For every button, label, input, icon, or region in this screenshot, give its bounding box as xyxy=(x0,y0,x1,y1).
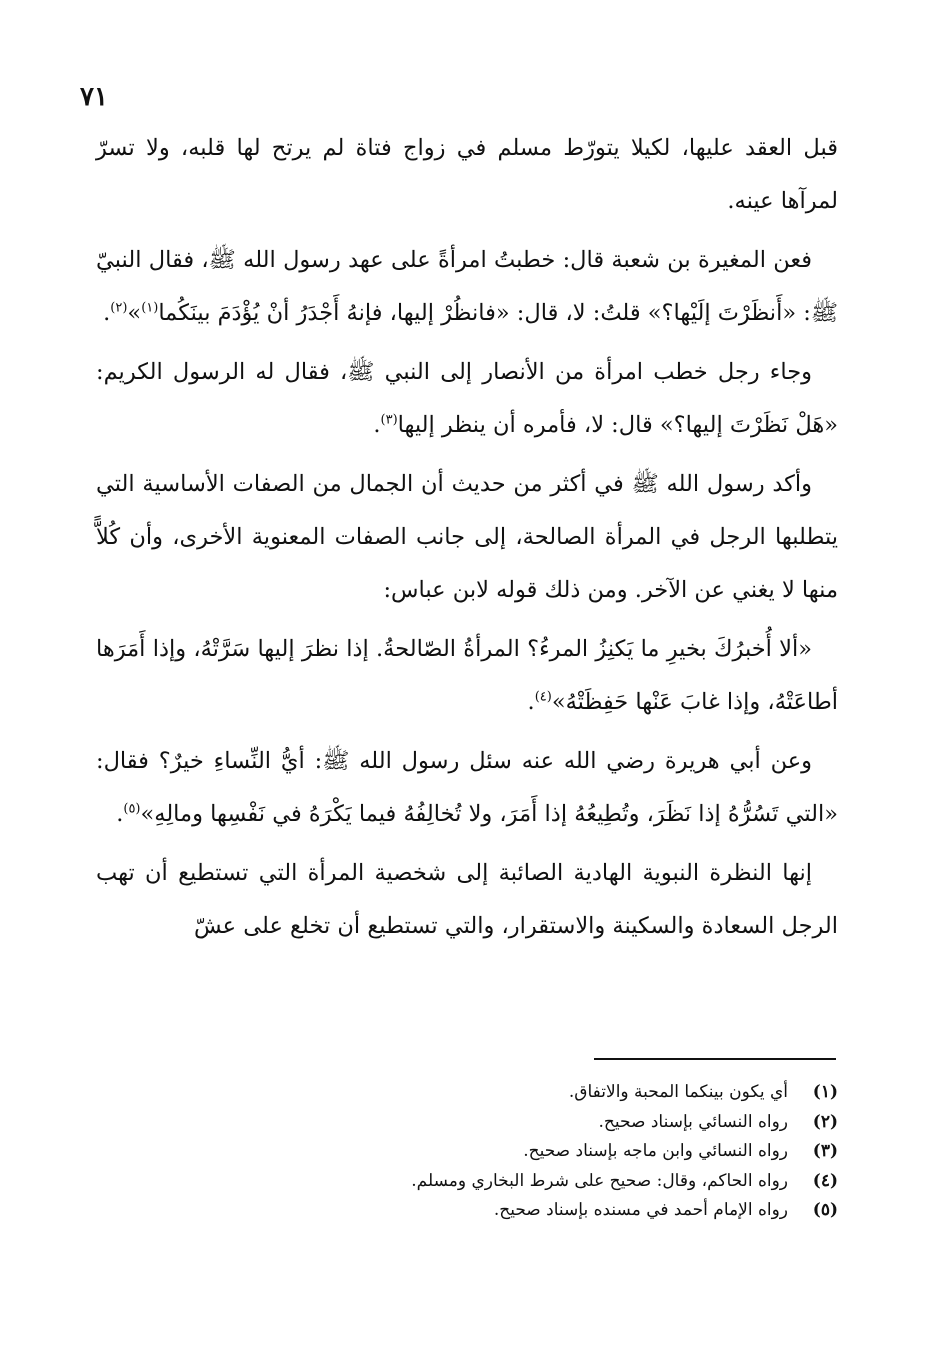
footnote-number: (٥) xyxy=(812,1200,838,1220)
footnote-ref-1: (١) xyxy=(141,300,159,316)
footnote-item xyxy=(96,1078,838,1108)
footnote-item xyxy=(96,1108,838,1138)
footnote-item xyxy=(96,1167,838,1197)
footnote-divider xyxy=(594,1058,836,1060)
footnote-text: رواه الحاكم، وقال: صحيح على شرط البخاري ومسلم. xyxy=(411,1170,788,1191)
footnote-text: أي يكون بينكما المحبة والاتفاق. xyxy=(568,1082,788,1102)
footnote-number: (٢) xyxy=(812,1111,838,1132)
footnote-ref-3: (٣) xyxy=(380,412,398,428)
footnote-ref-2: (٢) xyxy=(110,300,128,316)
footnote-ref-4: (٤) xyxy=(534,689,552,705)
paragraph-1: قبل العقد عليها، لكيلا يتورّط مسلم في زواج فتاة لم يرتح لها قلبه، ولا تسرّ لمرآها عينه. xyxy=(96,135,838,214)
footnote-number: (٣) xyxy=(812,1141,838,1161)
paragraph-6: وعن أبي هريرة رضي الله عنه سئل رسول الله ﷺ: أيُّ النِّساءِ خيرٌ؟ فقال: «التي تَسُرُّهُ إذا نَظَرَ، وتُطِيعُهُ إذا أَمَرَ، ولا تُخالِفُهُ فيما يَكْرَهُ في نَفْسِها ومالِهِ»$^{(٥)}$. xyxy=(96,748,838,827)
paragraph-5: «ألا أُخبرُكَ بخيرِ ما يَكنِزُ المرءُ؟ المرأةُ الصّالحةُ. إذا نظرَ إليها سَرَّتْهُ، وإذا أَمَرَها أطاعَتْهُ، وإذا غابَ عَنْها حَفِظَتْهُ»$^{(٤)}$. xyxy=(96,636,838,715)
paragraph-4: وأكد رسول الله ﷺ في أكثر من حديث أن الجمال من الصفات الأساسية التي يتطلبها الرجل في المرأة الصالحة، إلى جانب الصفات المعنوية الأخرى، وأن كُلاًّ منها لا يغني عن الآخر. ومن ذلك قوله لابن عباس: xyxy=(96,471,838,603)
page-number: ٧١ xyxy=(80,82,108,112)
paragraph-2: فعن المغيرة بن شعبة قال: خطبتُ امرأةً على عهد رسول الله ﷺ، فقال النبيّ ﷺ: «أَنظَرْتَ إلَيْها؟» قلتُ: لا، قال: «فانظُرْ إليها، فإنهُ أَجْدَرُ أنْ يُؤْدَمَ بينَكُما$^{(١)}$»$^{(٢)}$. xyxy=(96,247,838,326)
footnote-item xyxy=(96,1196,838,1226)
footnote-text: رواه النسائي وابن ماجه بإسناد صحيح. xyxy=(523,1141,788,1161)
footnote-ref-5: (٥) xyxy=(123,801,141,817)
footnote-text: رواه الإمام أحمد في مسنده بإسناد صحيح. xyxy=(493,1200,788,1220)
paragraph-7: إنها النظرة النبوية الهادية الصائبة إلى شخصية المرأة التي تستطيع أن تهب الرجل السعادة والسكينة والاستقرار، والتي تستطيع أن تخلع على عشّ xyxy=(96,860,838,939)
footnotes xyxy=(96,1078,838,1226)
footnote-item xyxy=(96,1137,838,1167)
footnote-number: (١) xyxy=(812,1082,838,1102)
footnote-number: (٤) xyxy=(812,1170,838,1191)
body-text xyxy=(96,122,838,959)
footnote-text: رواه النسائي بإسناد صحيح. xyxy=(598,1111,788,1132)
paragraph-3: وجاء رجل خطب امرأة من الأنصار إلى النبي ﷺ، فقال له الرسول الكريم: «هَلْ نَظَرْتَ إليها؟» قال: لا، فأمره أن ينظر إليها$^{(٣)}$. xyxy=(96,359,838,438)
